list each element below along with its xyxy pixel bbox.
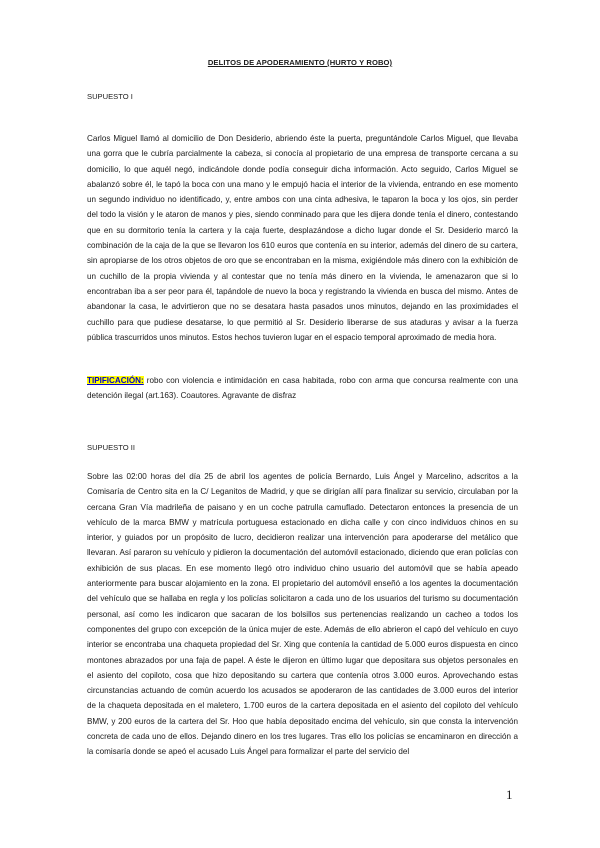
case1-body: Carlos Miguel llamó al domicilio de Don Desiderio, abriendo éste la puerta, preguntándole Carlos Miguel, que llevaba una gorra que le cubría parcialmente la cabeza, si conocía al propietario de una empresa de transporte cercana a su domicilio, lo que aquél negó, indicándole donde podía conseguir dicha información. Acto seguido, Carlos Miguel se abalanzó sobre él, le tapó la boca con una mano y le empujó hacia el interior de la vivienda, entrando en ese momento un segundo individuo no identificado, y, entre ambos con una cinta adhesiva, le taparon la boca y los ojos, sin perder del todo la visión y le ataron de manos y pies, siendo conminado para que les dijera donde tenía el dinero, contestando que en su dormitorio tenía la cartera y la caja fuerte, desplazándose a dicho lugar donde el Sr. Desiderio marcó la combinación de la caja de la que se llevaron los 610 euros que contenía en su interior, además del dinero de su cartera, sin apropiarse de los otros objetos de oro que se encontraban en la misma, exigiéndole más dinero con la exhibición de un cuchillo de la propia vivienda y al contestar que no tenía más dinero en la vivienda, le amenazaron que si lo encontraban iba a ser peor para él, tapándole de nuevo la boca y registrando la vivienda en busca del mismo. Antes de abandonar la casa, le advirtieron que no se desatara hasta pasados unos minutos, dejando en las proximidades el cuchillo para que pudiese desatarse, lo que permitió al Sr. Desiderio liberarse de sus ataduras y avisar a la fuerza pública trascurridos unos minutos. Estos hechos tuvieron lugar en el espacio temporal aproximado de media hora. (87, 134, 518, 342)
case1-tipificacion (87, 373, 518, 404)
document-title: DELITOS DE APODERAMIENTO (HURTO Y ROBO) (207, 58, 393, 67)
page-number: 1 (506, 787, 513, 802)
tipificacion-text: robo con violencia e intimidación en casa habitada, robo con arma que concursa realmente con una detención ilegal (art.163). Coautores. Agravante de disfraz (87, 376, 518, 401)
case1-heading: SUPUESTO I (87, 92, 133, 101)
case2-heading: SUPUESTO II (87, 443, 135, 452)
tipificacion-label: TIPIFICACIÓN: (87, 376, 144, 385)
case2-body: Sobre las 02:00 horas del día 25 de abril los agentes de policía Bernardo, Luis Ángel y Marcelino, adscritos a la Comisaría de Centro sita en la C/ Leganitos de Madrid, y que se dirigían allí para finalizar su servicio, circulaban por la cercana Gran Vía madrileña de paisano y en un coche patrulla camuflado. Detectaron entonces la presencia de un vehículo de la marca BMW y matrícula portuguesa estacionado en dicha calle y con cinco individuos chinos en su interior, y guiados por un propósito de lucro, decidieron realizar una intervención para apoderarse del metálico que llevaran. Así pararon su vehículo y pidieron la documentación del automóvil estacionado, diciendo que eran policías con exhibición de sus placas. En ese momento llegó otro individuo chino usuario del automóvil que se había apeado anteriormente para buscar alojamiento en la zona. El propietario del automóvil enseñó a los agentes la documentación del vehículo que se hallaba en regla y los policías solicitaron a cada uno de los usuarios del turismo su documentación personal, así como les indicaron que sacaran de los bolsillos sus pertenencias realizando un cacheo a todos los componentes del grupo con excepción de la única mujer de este. Además de ello abrieron el capó del vehículo en cuyo interior se encontraba una chaqueta propiedad del Sr. Xing que contenía la cantidad de 5.000 euros dispuesta en cinco montones abrazados por una faja de papel. A éste le dijeron en último lugar que depositara sus objetos personales en el asiento del copiloto, cosa que hizo depositando su cartera que contenía otros 3.000 euros. Aprovechando estas circunstancias actuando de común acuerdo los acusados se apoderaron de las cantidades de 3.000 euros del interior de la chaqueta depositada en el maletero, 1.700 euros de la cartera depositada en el asiento del copiloto del vehículo BMW, y 200 euros de la cartera del Sr. Hoo que había depositado encima del vehículo, sin que consta la intervención concreta de cada uno de ellos. Dejando dinero en los tres lugares. Tras ello los policías se encaminaron en dirección a la comisaría donde se apeó el acusado Luis Ángel para formalizar el parte del servicio del (87, 472, 518, 757)
